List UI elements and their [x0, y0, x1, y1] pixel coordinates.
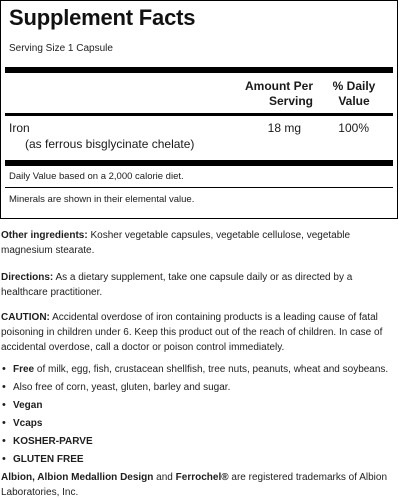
caution-label: CAUTION: — [1, 312, 50, 323]
list-item-text: of milk, egg, fish, crustacean shellfish, tree nuts, peanuts, wheat and soybeans. — [34, 364, 389, 375]
daily-value-footnote: Daily Value based on a 2,000 calorie diet. — [9, 171, 184, 182]
list-item-bold: KOSHER-PARVE — [13, 436, 93, 447]
directions — [1, 270, 397, 300]
nutrient-amount: 18 mg — [267, 121, 301, 135]
minerals-footnote: Minerals are shown in their elemental value. — [9, 194, 195, 205]
dv-header-line1: % Daily — [332, 79, 376, 93]
list-item — [1, 398, 397, 416]
thick-divider-bottom — [5, 160, 393, 166]
list-item-text: Also free of corn, yeast, gluten, barley and sugar. — [13, 382, 231, 393]
list-item — [1, 452, 397, 470]
list-item-bold: Vegan — [13, 400, 43, 411]
directions-label: Directions: — [1, 272, 54, 283]
dv-header-line2: Value — [338, 94, 370, 108]
trademark-bold2: Ferrochel® — [175, 472, 229, 483]
thin-divider — [5, 187, 393, 188]
nutrient-name: Iron — [9, 121, 30, 135]
trademark-bold: Albion, Albion Medallion Design — [1, 472, 154, 483]
other-ingredients-text: Kosher vegetable capsules, vegetable cellulose, vegetable magnesium stearate. — [1, 230, 351, 256]
supplement-facts-panel — [0, 0, 398, 219]
nutrient-form: (as ferrous bisglycinate chelate) — [25, 137, 195, 151]
caution — [1, 310, 397, 355]
other-ingredients-label: Other ingredients: — [1, 230, 88, 241]
panel-title: Supplement Facts — [9, 5, 196, 30]
list-item — [1, 380, 397, 398]
other-ingredients — [1, 228, 397, 258]
caution-text: Accidental overdose of iron containing products is a leading cause of fatal poisoning in children under 6. Keep this product out of the reach of children. In case of accidental overdose, call a doctor or poison control immediately. — [1, 312, 383, 353]
nutrient-daily-value: 100% — [338, 121, 369, 135]
list-item-bold: Vcaps — [13, 418, 43, 429]
list-item — [1, 434, 397, 452]
list-item-bold: GLUTEN FREE — [13, 454, 84, 465]
thick-divider — [5, 67, 393, 73]
directions-text: As a dietary supplement, take one capsule daily or as directed by a healthcare practitioner. — [1, 272, 353, 298]
trademark-mid: and — [153, 472, 176, 483]
medium-divider — [5, 113, 393, 116]
list-item — [1, 416, 397, 434]
list-item-bold: Free — [13, 364, 35, 375]
trademark-text: are registered trademarks of Albion Laboratories, Inc. — [1, 472, 388, 498]
trademark-notice — [1, 470, 397, 500]
serving-size: Serving Size 1 Capsule — [9, 43, 113, 54]
amount-per-serving-header — [223, 79, 313, 109]
daily-value-header — [321, 79, 387, 109]
amount-header-line2: Serving — [268, 94, 313, 108]
list-item — [1, 362, 397, 380]
amount-header-line1: Amount Per — [244, 79, 313, 93]
feature-list — [1, 362, 397, 470]
